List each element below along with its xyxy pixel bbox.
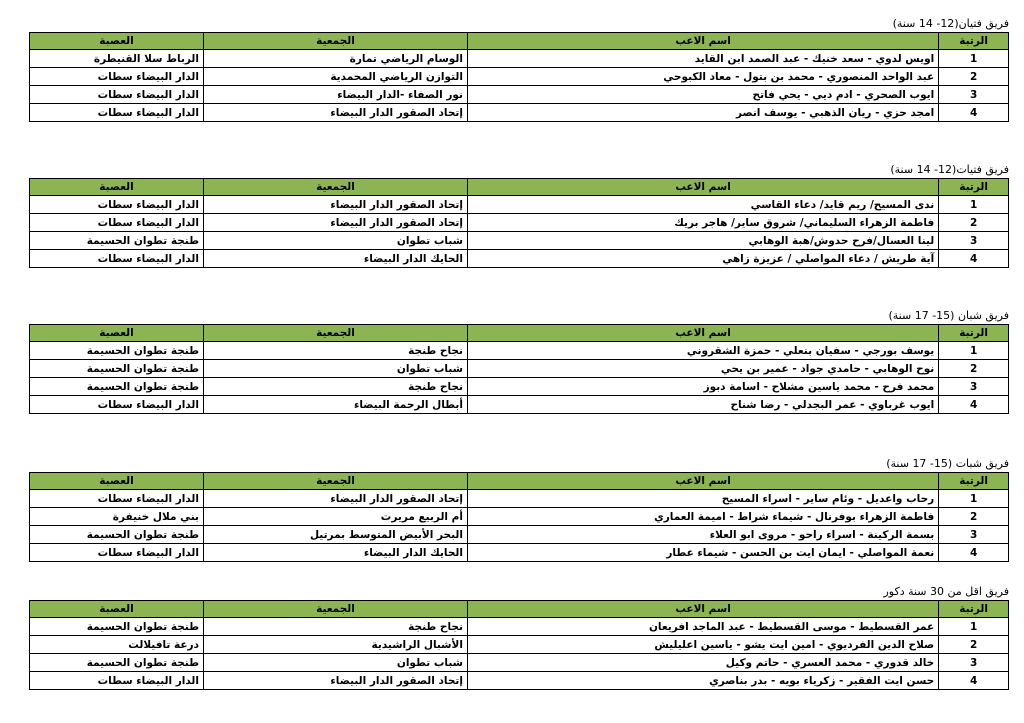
league-cell: الدار البيضاء سطات [30,68,204,86]
club-cell: أبطال الرحمة البيضاء [203,396,467,414]
header-rank: الرتبة [939,33,1009,50]
player-cell: نوح الوهابي - حامدي جواد - عمير بن يحي [467,360,938,378]
league-cell: بني ملال خنيفرة [30,508,204,526]
rank-cell: 1 [939,618,1009,636]
table-row [30,618,1009,636]
table-row [30,508,1009,526]
header-player: اسم الاعب [467,179,938,196]
table-row [30,378,1009,396]
table-row [30,342,1009,360]
rank-cell: 2 [939,636,1009,654]
league-cell: طنجة تطوان الحسيمة [30,618,204,636]
table-row [30,360,1009,378]
player-cell: خالد قدوري - محمد العسري - حاتم وكيل [467,654,938,672]
player-cell: نعمة المواصلي - ايمان ايت بن الحسن - شيماء عطار [467,544,938,562]
league-cell: الدار البيضاء سطات [30,544,204,562]
rank-cell: 3 [939,654,1009,672]
rank-cell: 1 [939,50,1009,68]
club-cell: أم الربيع مريرت [203,508,467,526]
club-cell: شباب تطوان [203,360,467,378]
club-cell: نجاح طنجة [203,378,467,396]
rank-cell: 3 [939,232,1009,250]
league-cell: طنجة تطوان الحسيمة [30,342,204,360]
header-rank: الرتبة [939,601,1009,618]
player-cell: امجد حزي - ريان الذهبي - يوسف انصر [467,104,938,122]
header-rank: الرتبة [939,179,1009,196]
rank-cell: 2 [939,214,1009,232]
league-cell: الدار البيضاء سطات [30,104,204,122]
league-cell: طنجة تطوان الحسيمة [30,654,204,672]
league-cell: درعة تافيلالت [30,636,204,654]
results-section-under-30-men [29,585,1009,690]
player-cell: آية طريش / دعاء المواصلي / عزيزة زاهي [467,250,938,268]
player-cell: عبد الواحد المنصوري - محمد بن بتول - معاد الكبوحي [467,68,938,86]
section-title: فريق فتيان(12- 14 سنة) [892,17,1009,30]
player-cell: لينا العسال/فرح حدوش/هبة الوهابي [467,232,938,250]
league-cell: الدار البيضاء سطات [30,196,204,214]
table-row [30,526,1009,544]
rank-cell: 3 [939,526,1009,544]
table-row [30,50,1009,68]
player-cell: حسن ايت الفقير - زكرياء بويه - بدر بناصري [467,672,938,690]
table-header-row [30,473,1009,490]
header-club: الجمعية [203,601,467,618]
league-cell: الدار البيضاء سطات [30,250,204,268]
header-league: العصبة [30,473,204,490]
club-cell: البحر الأبيض المتوسط بمرتيل [203,526,467,544]
header-club: الجمعية [203,473,467,490]
section-title: فريق شبات (15- 17 سنة) [886,457,1009,470]
section-title: فريق فتيات(12- 14 سنة) [890,163,1009,176]
header-league: العصبة [30,325,204,342]
header-league: العصبة [30,179,204,196]
table-row [30,104,1009,122]
player-cell: ايوب الصحري - ادم ديي - يحي فاتح [467,86,938,104]
club-cell: إتحاد الصقور الدار البيضاء [203,490,467,508]
club-cell: إتحاد الصقور الدار البيضاء [203,196,467,214]
rank-cell: 3 [939,86,1009,104]
table-row [30,196,1009,214]
player-cell: ايوب غرباوي - عمر البجدلي - رضا شناح [467,396,938,414]
club-cell: إتحاد الصقور الدار البيضاء [203,672,467,690]
league-cell: طنجة تطوان الحسيمة [30,378,204,396]
table-row [30,396,1009,414]
results-table [29,178,1009,268]
table-header-row [30,179,1009,196]
table-row [30,232,1009,250]
header-club: الجمعية [203,33,467,50]
section-title: فريق اقل من 30 سنة دكور [883,585,1009,598]
league-cell: الرباط سلا القنيطرة [30,50,204,68]
results-table [29,600,1009,690]
league-cell: الدار البيضاء سطات [30,86,204,104]
rank-cell: 4 [939,250,1009,268]
league-cell: الدار البيضاء سطات [30,396,204,414]
rank-cell: 4 [939,104,1009,122]
rank-cell: 4 [939,544,1009,562]
rank-cell: 4 [939,672,1009,690]
table-row [30,544,1009,562]
header-league: العصبة [30,33,204,50]
league-cell: طنجة تطوان الحسيمة [30,232,204,250]
club-cell: نجاح طنجة [203,342,467,360]
league-cell: الدار البيضاء سطات [30,214,204,232]
club-cell: الأشبال الراشيدية [203,636,467,654]
rank-cell: 2 [939,360,1009,378]
league-cell: طنجة تطوان الحسيمة [30,526,204,544]
rank-cell: 1 [939,196,1009,214]
header-player: اسم الاعب [467,325,938,342]
rank-cell: 3 [939,378,1009,396]
header-rank: الرتبة [939,325,1009,342]
header-league: العصبة [30,601,204,618]
player-cell: فاطمة الزهراء بوفرنال - شيماء شراط - اميمة العماري [467,508,938,526]
header-club: الجمعية [203,325,467,342]
player-cell: صلاح الدين الفرديوي - امين ايت يشو - ياسين اعليليش [467,636,938,654]
player-cell: اويس لدوي - سعد خنيك - عبد الصمد ابن القايد [467,50,938,68]
table-row [30,86,1009,104]
results-section-youth-boys-15-17 [29,309,1009,414]
club-cell: الحايك الدار البيضاء [203,250,467,268]
league-cell: طنجة تطوان الحسيمة [30,360,204,378]
player-cell: محمد فرح - محمد ياسين مشلاح - اسامة دبوز [467,378,938,396]
club-cell: نجاح طنجة [203,618,467,636]
results-section-girls-12-14 [29,163,1009,268]
club-cell: شباب تطوان [203,232,467,250]
club-cell: الحايك الدار البيضاء [203,544,467,562]
table-header-row [30,33,1009,50]
results-table [29,32,1009,122]
club-cell: نور الصفاء -الدار البيضاء [203,86,467,104]
player-cell: عمر القسطيط - موسى القسطيط - عبد الماجد افريعان [467,618,938,636]
rank-cell: 1 [939,490,1009,508]
player-cell: يوسف بورجي - سفيان بنعلي - حمزة الشقروني [467,342,938,360]
results-section-youth-girls-15-17 [29,457,1009,562]
table-row [30,672,1009,690]
club-cell: إتحاد الصقور الدار البيضاء [203,104,467,122]
player-cell: فاطمة الزهراء السليماني/ شروق ساير/ هاجر بريك [467,214,938,232]
table-row [30,490,1009,508]
results-table [29,324,1009,414]
club-cell: شباب تطوان [203,654,467,672]
club-cell: التوازن الرياضي المحمدية [203,68,467,86]
player-cell: رحاب واعديل - وئام ساير - اسراء المسيح [467,490,938,508]
table-row [30,636,1009,654]
table-header-row [30,325,1009,342]
player-cell: بسمة الركينة - اسراء راحو - مروى ابو العلاء [467,526,938,544]
rank-cell: 1 [939,342,1009,360]
club-cell: الوسام الرياضي تمارة [203,50,467,68]
player-cell: ندى المسيح/ ريم قايد/ دعاء القاسي [467,196,938,214]
rank-cell: 2 [939,508,1009,526]
table-row [30,214,1009,232]
table-header-row [30,601,1009,618]
league-cell: الدار البيضاء سطات [30,672,204,690]
rank-cell: 4 [939,396,1009,414]
header-club: الجمعية [203,179,467,196]
header-player: اسم الاعب [467,473,938,490]
club-cell: إتحاد الصقور الدار البيضاء [203,214,467,232]
table-row [30,654,1009,672]
header-player: اسم الاعب [467,33,938,50]
section-title: فريق شبان (15- 17 سنة) [888,309,1009,322]
table-row [30,68,1009,86]
header-rank: الرتبة [939,473,1009,490]
table-row [30,250,1009,268]
results-table [29,472,1009,562]
results-section-boys-12-14 [29,17,1009,122]
header-player: اسم الاعب [467,601,938,618]
league-cell: الدار البيضاء سطات [30,490,204,508]
rank-cell: 2 [939,68,1009,86]
